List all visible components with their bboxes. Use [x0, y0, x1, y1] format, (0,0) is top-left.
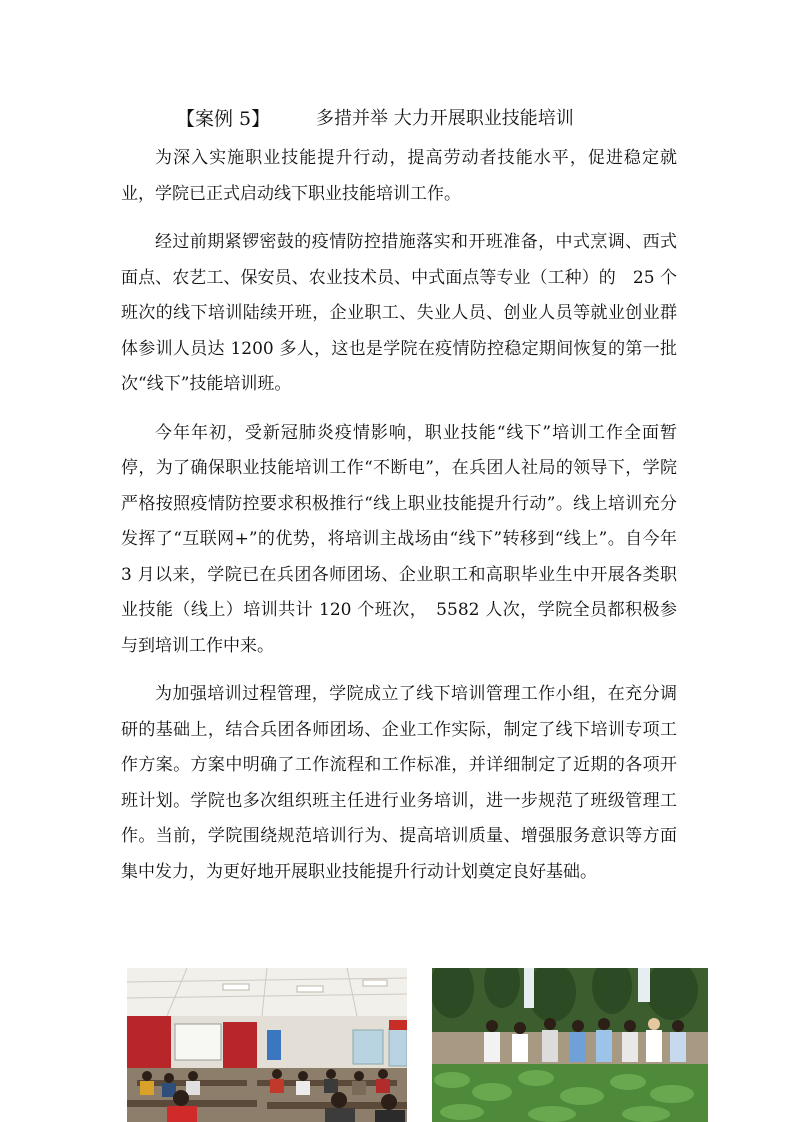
paragraph-3: 今年年初，受新冠肺炎疫情影响，职业技能“线下”培训工作全面暂停，为了确保职业技能培训工作“不断电”，在兵团人社局的领导下，学院严格按照疫情防控要求积极推行“线上职业技能提升行动”。线上培训充分发挥了“互联网+”的优势，将培训主战场由“线下”转移到“线上”。自今年 3 月以来，学院已在兵团各师团场、企业职工和高职毕业生中开展各类职业技能（线上）培训共计 120 个班次， 5582 人次，学院全员都积极参与到培训工作中来。 — [121, 422, 677, 656]
classroom-photo — [127, 968, 407, 1122]
case-title: 多措并举 大力开展职业技能培训 — [316, 108, 574, 129]
paragraph-2: 经过前期紧锣密鼓的疫情防控措施落实和开班准备，中式烹调、西式面点、农艺工、保安员、农业技术员、中式面点等专业（工种）的 25 个班次的线下培训陆续开班，企业职工、失业人员、创业人员等就业创业群体参训人员达 1200 多人，这也是学院在疫情防控稳定期间恢复的第一批次“线下”技能培训班。 — [121, 232, 677, 394]
field-training-photo — [432, 968, 708, 1122]
paragraph-1: 为深入实施职业技能提升行动，提高劳动者技能水平，促进稳定就业，学院已正式启动线下职业技能培训工作。 — [121, 148, 677, 204]
case-heading — [176, 104, 656, 134]
case-label: 【案例 5】 — [176, 108, 271, 130]
paragraph-4: 为加强培训过程管理，学院成立了线下培训管理工作小组，在充分调研的基础上，结合兵团各师团场、企业工作实际，制定了线下培训专项工作方案。方案中明确了工作流程和工作标准，并详细制定了近期的各项开班计划。学院也多次组织班主任进行业务培训，进一步规范了班级管理工作。当前，学院围绕规范培训行为、提高培训质量、增强服务意识等方面集中发力，为更好地开展职业技能提升行动计划奠定良好基础。 — [121, 684, 677, 882]
article-body — [121, 141, 677, 903]
